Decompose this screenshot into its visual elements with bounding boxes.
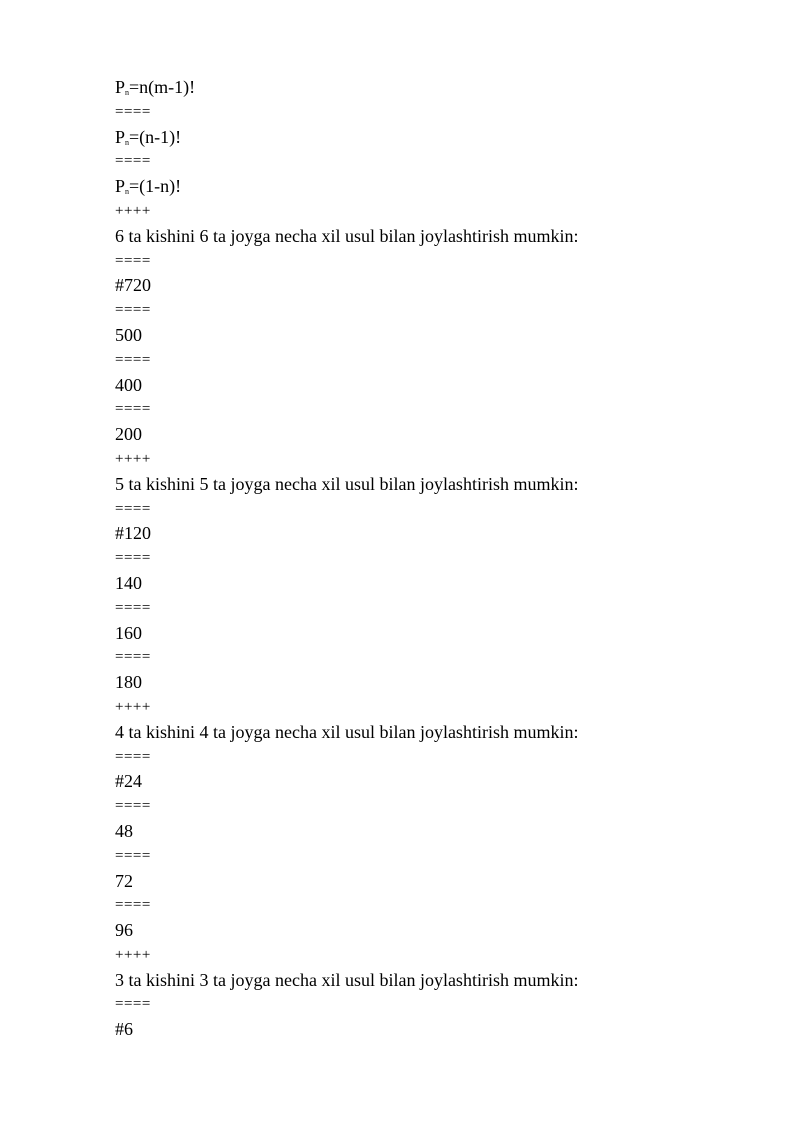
option-separator: ==== xyxy=(115,649,151,666)
document-page xyxy=(115,75,755,1042)
option-separator: ==== xyxy=(115,103,151,120)
answer-option: 160 xyxy=(115,622,142,643)
question-text: 3 ta kishini 3 ta joyga necha xil usul bilan joylashtirish mumkin: xyxy=(115,969,579,990)
formula-option: $P_n=n(m-1)$! xyxy=(115,77,196,97)
answer-option: 96 xyxy=(115,920,133,941)
question-separator: ++++ xyxy=(115,450,151,467)
formula-option: $P_n=(n-1)$! xyxy=(115,126,182,147)
question-separator: ++++ xyxy=(115,946,151,963)
answer-option-correct: #24 xyxy=(115,771,142,792)
answer-option: 140 xyxy=(115,572,142,593)
question-text: 4 ta kishini 4 ta joyga necha xil usul bilan joylashtirish mumkin: xyxy=(115,721,579,742)
question-text: 5 ta kishini 5 ta joyga necha xil usul bilan joylashtirish mumkin: xyxy=(115,473,579,494)
answer-option: 200 xyxy=(115,424,142,445)
option-separator: ==== xyxy=(115,302,151,319)
answer-option-correct: #720 xyxy=(115,275,151,296)
answer-option: 400 xyxy=(115,374,142,395)
option-separator: ==== xyxy=(115,897,151,914)
answer-option-correct: #120 xyxy=(115,523,151,544)
question-text: 6 ta kishini 6 ta joyga necha xil usul bilan joylashtirish mumkin: xyxy=(115,225,579,246)
option-separator: ==== xyxy=(115,550,151,567)
option-separator: ==== xyxy=(115,798,151,815)
answer-option: 48 xyxy=(115,820,133,841)
option-separator: ==== xyxy=(115,500,151,517)
option-separator: ==== xyxy=(115,599,151,616)
answer-option: 180 xyxy=(115,672,142,693)
option-separator: ==== xyxy=(115,401,151,418)
option-separator: ==== xyxy=(115,252,151,269)
answer-option-correct: #6 xyxy=(115,1019,133,1040)
option-separator: ==== xyxy=(115,996,151,1013)
answer-option: 72 xyxy=(115,870,133,891)
question-separator: ++++ xyxy=(115,202,151,219)
option-separator: ==== xyxy=(115,748,151,765)
question-separator: ++++ xyxy=(115,698,151,715)
option-separator: ==== xyxy=(115,351,151,368)
formula-option: $P_n=(1-n)$! xyxy=(115,176,182,197)
option-separator: ==== xyxy=(115,153,151,170)
answer-option: 500 xyxy=(115,324,142,345)
option-separator: ==== xyxy=(115,847,151,864)
